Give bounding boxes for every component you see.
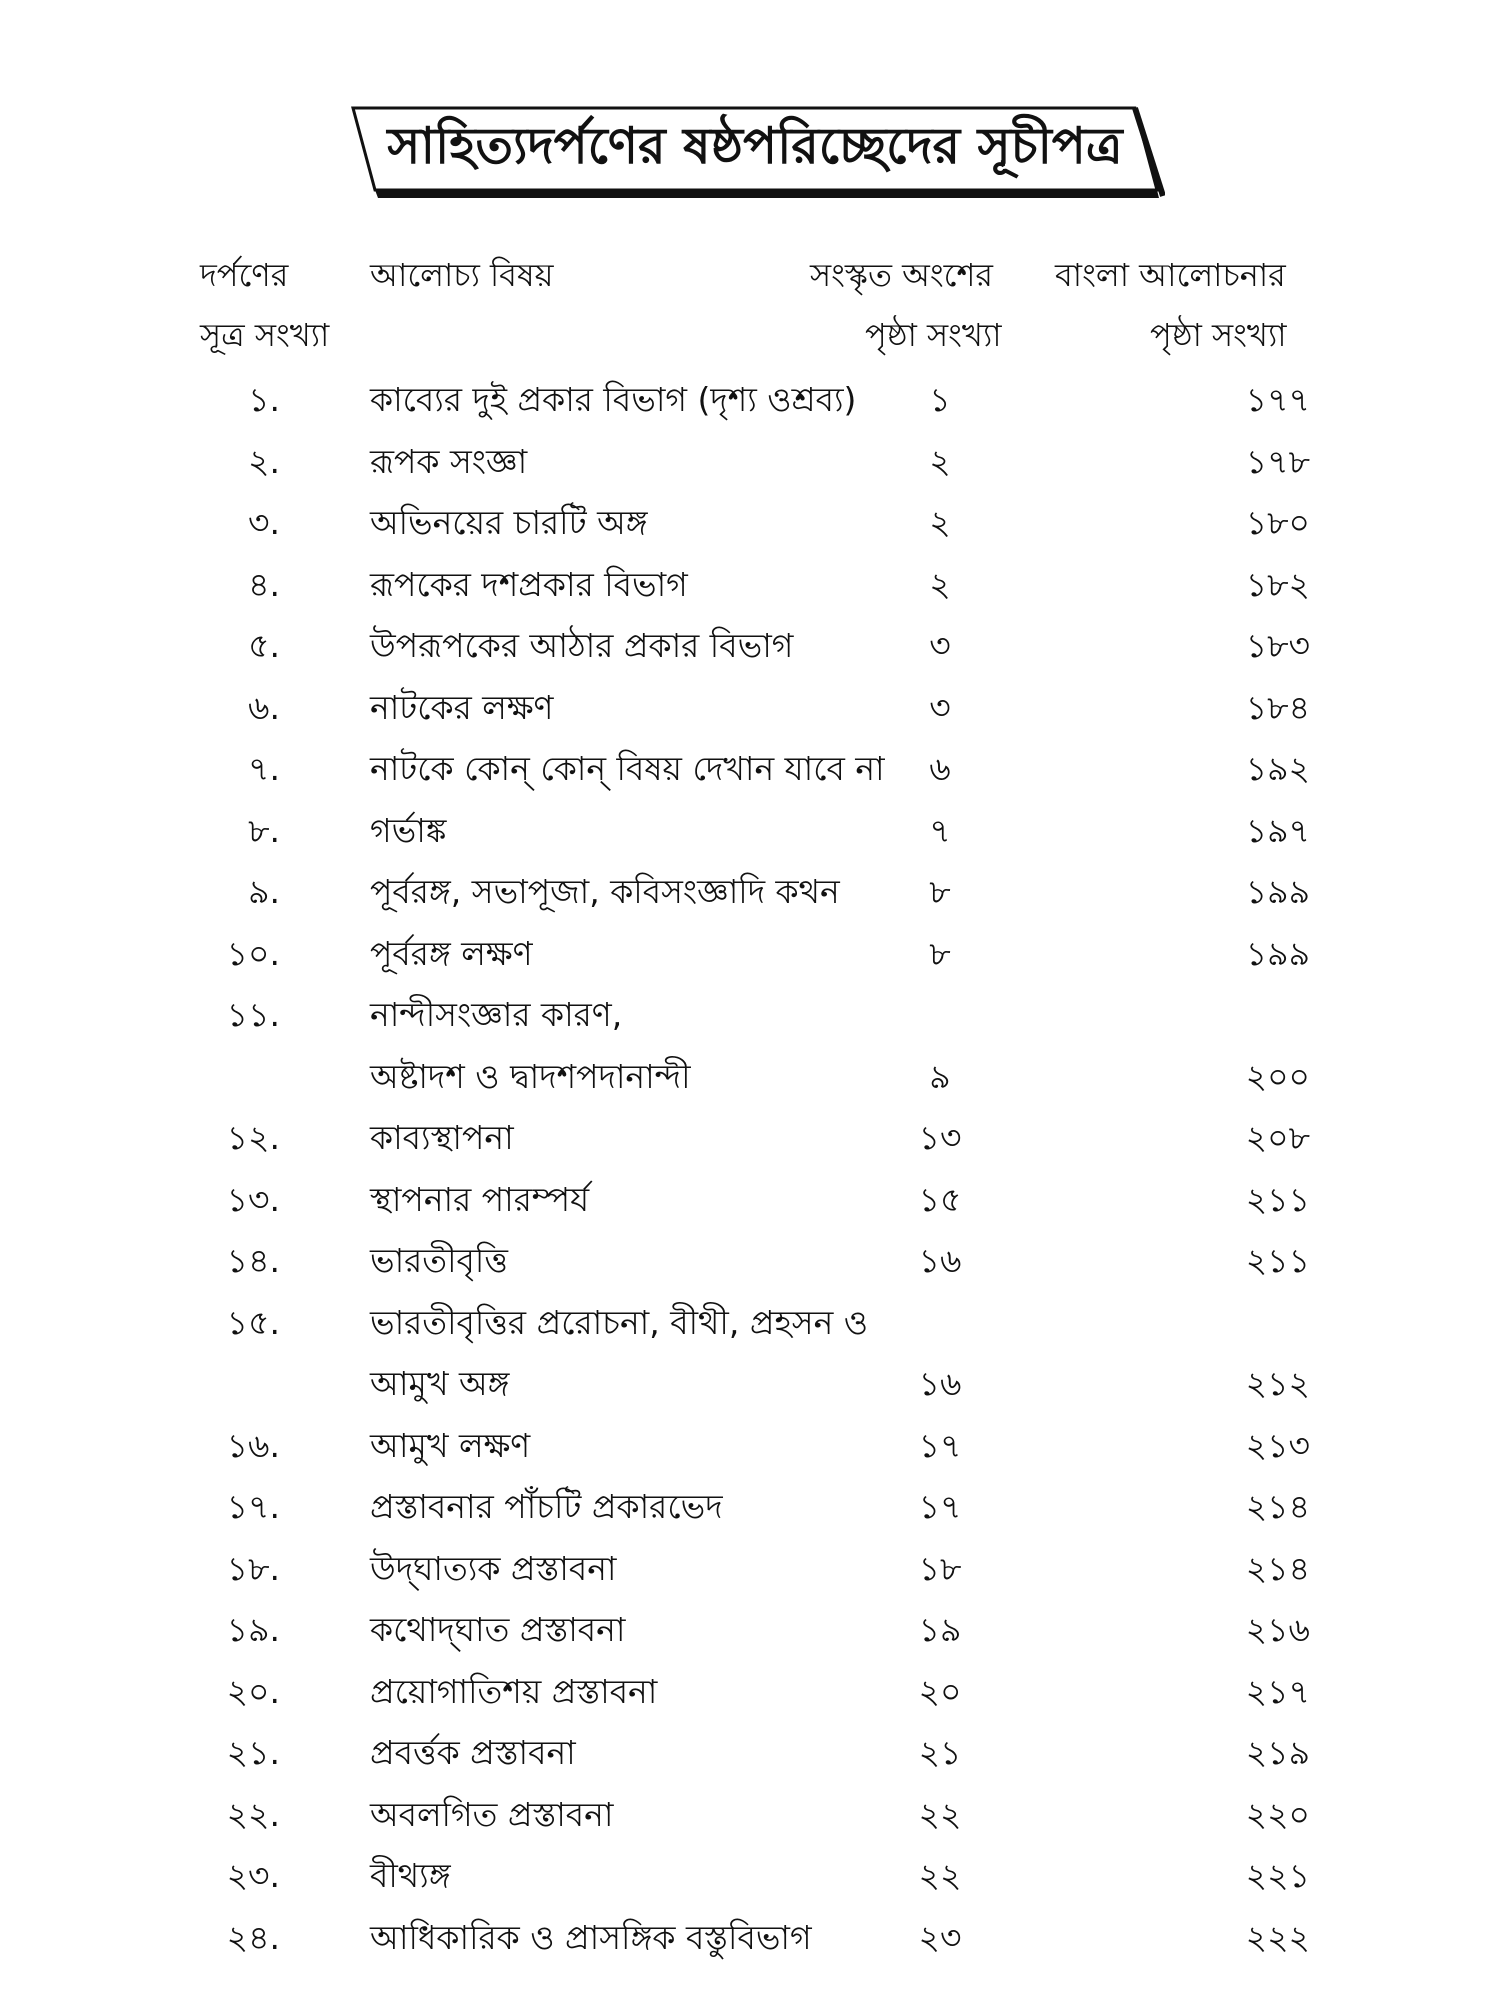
row-sanskrit-page: ১৯ — [918, 1610, 962, 1649]
row-sanskrit-page: ১৩ — [918, 1118, 962, 1157]
row-bangla-page: ২১১ — [1245, 1241, 1310, 1280]
row-topic: অষ্টাদশ ও দ্বাদশপদানান্দী — [370, 1056, 691, 1096]
row-number: ৭. — [248, 749, 280, 788]
table-row — [0, 1662, 1500, 1722]
row-number: ৬. — [248, 687, 280, 727]
header-col3-line2: পৃষ্ঠা সংখ্যা — [865, 316, 1002, 354]
row-bangla-page: ২০৮ — [1245, 1118, 1310, 1157]
row-bangla-page: ১৯৯ — [1245, 933, 1310, 973]
row-number: ২. — [248, 441, 280, 481]
page-title: সাহিত্যদর্পণের ষষ্ঠপরিচ্ছেদের সূচীপত্র — [387, 116, 1123, 175]
row-sanskrit-page: ১৮ — [918, 1548, 962, 1588]
row-bangla-page: ১৯৯ — [1245, 872, 1310, 911]
row-number: ৪. — [248, 564, 280, 604]
row-bangla-page: ১৮৪ — [1245, 687, 1310, 727]
row-topic: পূর্বরঙ্গ, সভাপূজা, কবিসংজ্ঞাদি কথন — [370, 872, 840, 911]
table-row — [0, 678, 1500, 738]
row-bangla-page: ২১৩ — [1245, 1425, 1310, 1465]
row-number: ২০. — [226, 1671, 280, 1711]
table-row — [0, 432, 1500, 492]
row-topic: নাটকের লক্ষণ — [370, 687, 554, 727]
row-topic: পূর্বরঙ্গ লক্ষণ — [370, 933, 533, 973]
row-topic: প্রস্তাবনার পাঁচটি প্রকারভেদ — [370, 1487, 723, 1526]
row-bangla-page: ২২২ — [1245, 1917, 1310, 1957]
row-bangla-page: ২২০ — [1245, 1794, 1310, 1834]
row-sanskrit-page: ২ — [929, 441, 951, 481]
row-number: ১৭. — [226, 1487, 280, 1526]
header-col1-line1: দর্পণের — [200, 256, 289, 294]
row-topic: আমুখ লক্ষণ — [370, 1425, 531, 1465]
table-row — [0, 1354, 1500, 1414]
row-bangla-page: ২১৬ — [1245, 1610, 1310, 1649]
row-sanskrit-page: ৩ — [929, 687, 951, 727]
row-sanskrit-page: ১ — [929, 380, 951, 419]
row-bangla-page: ১৮০ — [1245, 503, 1310, 542]
row-topic: গর্ভাঙ্ক — [370, 810, 447, 850]
row-topic: বীথ্যঙ্গ — [370, 1856, 451, 1895]
header-col2: আলোচ্য বিষয় — [370, 256, 554, 294]
header-col1-line2: সূত্র সংখ্যা — [200, 316, 330, 354]
row-bangla-page: ২১৯ — [1245, 1733, 1310, 1772]
table-row — [0, 924, 1500, 984]
table-row — [0, 739, 1500, 799]
row-number: ১১. — [226, 995, 280, 1034]
row-number: ২৪. — [226, 1917, 280, 1957]
row-topic: নান্দীসংজ্ঞার কারণ, — [370, 995, 623, 1034]
row-sanskrit-page: ১৭ — [918, 1487, 962, 1526]
row-topic: কথোদ্‌ঘাত প্রস্তাবনা — [370, 1610, 626, 1649]
table-row — [0, 370, 1500, 430]
row-sanskrit-page: ৮ — [929, 933, 951, 973]
row-topic: অবলগিত প্রস্তাবনা — [370, 1794, 614, 1834]
row-sanskrit-page: ১৬ — [918, 1364, 962, 1403]
row-sanskrit-page: ২০ — [918, 1671, 962, 1711]
row-sanskrit-page: ২২ — [918, 1794, 962, 1834]
table-row — [0, 1477, 1500, 1537]
row-topic: ভারতীবৃত্তি — [370, 1241, 508, 1280]
table-row — [0, 555, 1500, 615]
row-number: ৩. — [248, 503, 280, 542]
row-topic: আধিকারিক ও প্রাসঙ্গিক বস্তুবিভাগ — [370, 1917, 812, 1957]
row-bangla-page: ২০০ — [1245, 1056, 1310, 1096]
table-row — [0, 862, 1500, 922]
row-topic: স্থাপনার পারম্পর্য — [370, 1179, 590, 1219]
table-row — [0, 1785, 1500, 1845]
table-row — [0, 1293, 1500, 1353]
row-topic: রূপকের দশপ্রকার বিভাগ — [370, 564, 688, 604]
row-topic: ভারতীবৃত্তির প্ররোচনা, বীথী, প্রহসন ও — [370, 1302, 869, 1342]
table-row — [0, 801, 1500, 861]
row-topic: রূপক সংজ্ঞা — [370, 441, 528, 481]
table-row — [0, 1908, 1500, 1968]
row-number: ১. — [248, 380, 280, 419]
table-row — [0, 1600, 1500, 1660]
row-topic: কাব্যস্থাপনা — [370, 1118, 514, 1157]
row-number: ১২. — [226, 1118, 280, 1157]
row-topic: উদ্‌ঘাত্যক প্রস্তাবনা — [370, 1548, 617, 1588]
row-topic: আমুখ অঙ্গ — [370, 1364, 510, 1403]
row-sanskrit-page: ২ — [929, 503, 951, 542]
table-row — [0, 985, 1500, 1045]
row-topic: প্রয়োগাতিশয় প্রস্তাবনা — [370, 1671, 658, 1711]
row-number: ২১. — [226, 1733, 280, 1772]
row-number: ৮. — [248, 810, 280, 850]
row-sanskrit-page: ১৫ — [918, 1179, 962, 1219]
table-row — [0, 1723, 1500, 1783]
row-bangla-page: ১৯৭ — [1245, 810, 1310, 850]
title-banner — [345, 100, 1165, 200]
row-number: ১০. — [226, 933, 280, 973]
row-sanskrit-page: ১৬ — [918, 1241, 962, 1280]
row-number: ১৯. — [226, 1610, 280, 1649]
row-sanskrit-page: ৮ — [929, 872, 951, 911]
row-sanskrit-page: ৩ — [929, 626, 951, 665]
row-bangla-page: ১৮২ — [1245, 564, 1310, 604]
row-number: ৫. — [248, 626, 280, 665]
row-topic: অভিনয়ের চারটি অঙ্গ — [370, 503, 648, 542]
row-topic: উপরূপকের আঠার প্রকার বিভাগ — [370, 626, 794, 665]
row-sanskrit-page: ২ — [929, 564, 951, 604]
row-bangla-page: ২২১ — [1245, 1856, 1310, 1895]
row-topic: নাটকে কোন্ কোন্ বিষয় দেখান যাবে না — [370, 749, 885, 788]
row-number: ১৮. — [226, 1548, 280, 1588]
header-col4-line2: পৃষ্ঠা সংখ্যা — [1150, 316, 1287, 354]
table-row — [0, 1231, 1500, 1291]
table-row — [0, 1846, 1500, 1906]
table-row — [0, 616, 1500, 676]
header-col4-line1: বাংলা আলোচনার — [1055, 256, 1286, 294]
row-sanskrit-page: ৭ — [929, 810, 951, 850]
row-sanskrit-page: ৬ — [929, 749, 951, 788]
row-topic: কাব্যের দুই প্রকার বিভাগ (দৃশ্য ওশ্রব্য) — [370, 380, 857, 419]
row-number: ২৩. — [226, 1856, 280, 1895]
row-number: ১৬. — [226, 1425, 280, 1465]
row-bangla-page: ২১৭ — [1245, 1671, 1310, 1711]
row-bangla-page: ১৭৭ — [1245, 380, 1310, 419]
row-number: ২২. — [226, 1794, 280, 1834]
row-bangla-page: ২১২ — [1245, 1364, 1310, 1403]
row-bangla-page: ১৮৩ — [1245, 626, 1310, 665]
row-number: ১৪. — [226, 1241, 280, 1280]
table-row — [0, 1047, 1500, 1107]
table-row — [0, 1416, 1500, 1476]
row-sanskrit-page: ২১ — [918, 1733, 962, 1772]
table-row — [0, 1170, 1500, 1230]
row-topic: প্রবর্ত্তক প্রস্তাবনা — [370, 1733, 576, 1772]
header-col3-line1: সংস্কৃত অংশের — [810, 256, 994, 294]
row-sanskrit-page: ১৭ — [918, 1425, 962, 1465]
row-sanskrit-page: ২৩ — [918, 1917, 962, 1957]
table-row — [0, 493, 1500, 553]
row-bangla-page: ২১১ — [1245, 1179, 1310, 1219]
row-bangla-page: ১৯২ — [1245, 749, 1310, 788]
row-number: ১৩. — [226, 1179, 280, 1219]
row-sanskrit-page: ২২ — [918, 1856, 962, 1895]
row-number: ১৫. — [226, 1302, 280, 1342]
table-row — [0, 1539, 1500, 1599]
row-bangla-page: ২১৪ — [1245, 1548, 1310, 1588]
row-sanskrit-page: ৯ — [929, 1056, 951, 1096]
row-bangla-page: ১৭৮ — [1245, 441, 1310, 481]
table-row — [0, 1108, 1500, 1168]
row-number: ৯. — [248, 872, 280, 911]
row-bangla-page: ২১৪ — [1245, 1487, 1310, 1526]
